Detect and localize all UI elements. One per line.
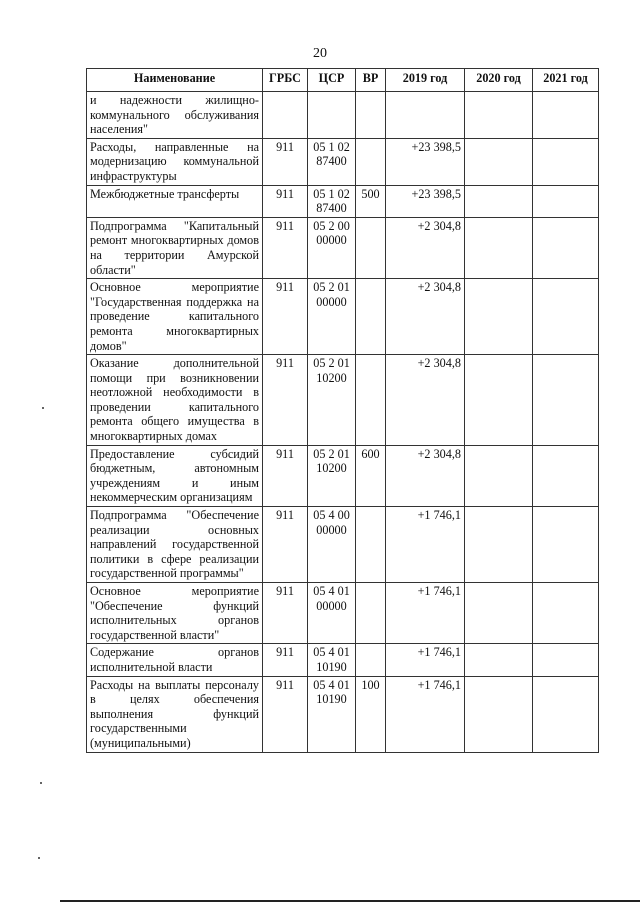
- row-csr-cell: 05 1 02 87400: [308, 138, 356, 185]
- header-name: Наименование: [87, 69, 263, 92]
- row-csr-cell: 05 4 01 00000: [308, 583, 356, 644]
- row-2021-cell: [533, 583, 599, 644]
- row-name-cell: Подпрограмма "Обеспечение реализации основных направлений государственной политики в сфере реализации государственной программы": [87, 507, 263, 583]
- budget-table: [86, 68, 599, 753]
- row-vr-cell: [356, 279, 386, 355]
- row-2019-cell: +1 746,1: [386, 507, 465, 583]
- row-2020-cell: [465, 507, 533, 583]
- row-grbs-cell: [263, 92, 308, 139]
- row-2019-cell: +2 304,8: [386, 355, 465, 446]
- row-2019-cell: +23 398,5: [386, 185, 465, 217]
- row-name-cell: и надежности жилищно-коммунального обслуживания населения": [87, 92, 263, 139]
- row-vr-cell: [356, 217, 386, 278]
- row-name-cell: Основное мероприятие "Государственная поддержка на проведение капитального ремонта многоквартирных домов": [87, 279, 263, 355]
- scan-speck: [38, 857, 40, 859]
- row-2020-cell: [465, 445, 533, 506]
- header-2021: 2021 год: [533, 69, 599, 92]
- row-grbs-cell: 911: [263, 355, 308, 446]
- row-2020-cell: [465, 644, 533, 676]
- row-grbs-cell: 911: [263, 217, 308, 278]
- row-name-cell: Содержание органов исполнительной власти: [87, 644, 263, 676]
- row-2021-cell: [533, 279, 599, 355]
- row-2019-cell: +2 304,8: [386, 279, 465, 355]
- row-name-cell: Основное мероприятие "Обеспечение функций исполнительных органов государственной власти": [87, 583, 263, 644]
- row-csr-cell: [308, 92, 356, 139]
- row-2019-cell: +1 746,1: [386, 676, 465, 752]
- row-2020-cell: [465, 92, 533, 139]
- row-vr-cell: [356, 92, 386, 139]
- row-grbs-cell: 911: [263, 676, 308, 752]
- row-2020-cell: [465, 676, 533, 752]
- row-2020-cell: [465, 138, 533, 185]
- row-vr-cell: 500: [356, 185, 386, 217]
- row-2020-cell: [465, 583, 533, 644]
- row-grbs-cell: 911: [263, 644, 308, 676]
- row-name-cell: Оказание дополнительной помощи при возникновении неотложной необходимости в проведении капитального ремонта общего имущества в многоквартирных домах: [87, 355, 263, 446]
- row-2021-cell: [533, 138, 599, 185]
- row-vr-cell: [356, 138, 386, 185]
- page-number: 20: [313, 46, 327, 61]
- table-row: [87, 583, 599, 644]
- scan-speck: [42, 407, 44, 409]
- row-2020-cell: [465, 217, 533, 278]
- table-row: [87, 185, 599, 217]
- table-row: [87, 445, 599, 506]
- row-grbs-cell: 911: [263, 138, 308, 185]
- row-grbs-cell: 911: [263, 185, 308, 217]
- scan-speck: [40, 782, 42, 784]
- row-csr-cell: 05 4 01 10190: [308, 644, 356, 676]
- row-grbs-cell: 911: [263, 507, 308, 583]
- row-grbs-cell: 911: [263, 445, 308, 506]
- row-csr-cell: 05 4 00 00000: [308, 507, 356, 583]
- table-row: [87, 676, 599, 752]
- row-vr-cell: 600: [356, 445, 386, 506]
- row-2019-cell: +1 746,1: [386, 583, 465, 644]
- row-2021-cell: [533, 185, 599, 217]
- header-2020: 2020 год: [465, 69, 533, 92]
- table-row: [87, 355, 599, 446]
- row-csr-cell: 05 1 02 87400: [308, 185, 356, 217]
- row-name-cell: Подпрограмма "Капитальный ремонт многоквартирных домов на территории Амурской области": [87, 217, 263, 278]
- row-2019-cell: +1 746,1: [386, 644, 465, 676]
- row-2019-cell: +2 304,8: [386, 217, 465, 278]
- row-2021-cell: [533, 217, 599, 278]
- row-grbs-cell: 911: [263, 279, 308, 355]
- table-row: [87, 138, 599, 185]
- row-vr-cell: [356, 644, 386, 676]
- row-2021-cell: [533, 676, 599, 752]
- row-grbs-cell: 911: [263, 583, 308, 644]
- row-csr-cell: 05 2 01 00000: [308, 279, 356, 355]
- row-2021-cell: [533, 644, 599, 676]
- row-vr-cell: [356, 583, 386, 644]
- table-row: [87, 92, 599, 139]
- table-row: [87, 279, 599, 355]
- row-vr-cell: 100: [356, 676, 386, 752]
- row-2020-cell: [465, 185, 533, 217]
- row-csr-cell: 05 2 01 10200: [308, 445, 356, 506]
- header-2019: 2019 год: [386, 69, 465, 92]
- table-row: [87, 644, 599, 676]
- row-name-cell: Расходы на выплаты персоналу в целях обеспечения выполнения функций государственными (муниципальными): [87, 676, 263, 752]
- row-2021-cell: [533, 445, 599, 506]
- row-name-cell: Межбюджетные трансферты: [87, 185, 263, 217]
- row-2021-cell: [533, 507, 599, 583]
- row-2019-cell: +23 398,5: [386, 138, 465, 185]
- row-name-cell: Расходы, направленные на модернизацию коммунальной инфраструктуры: [87, 138, 263, 185]
- header-csr: ЦСР: [308, 69, 356, 92]
- header-vr: ВР: [356, 69, 386, 92]
- row-name-cell: Предоставление субсидий бюджетным, автономным учреждениям и иным некоммерческим организациям: [87, 445, 263, 506]
- row-2020-cell: [465, 279, 533, 355]
- row-csr-cell: 05 2 01 10200: [308, 355, 356, 446]
- row-vr-cell: [356, 507, 386, 583]
- row-2021-cell: [533, 355, 599, 446]
- header-grbs: ГРБС: [263, 69, 308, 92]
- row-2021-cell: [533, 92, 599, 139]
- row-2019-cell: +2 304,8: [386, 445, 465, 506]
- row-vr-cell: [356, 355, 386, 446]
- row-2019-cell: [386, 92, 465, 139]
- table-row: [87, 507, 599, 583]
- row-2020-cell: [465, 355, 533, 446]
- row-csr-cell: 05 2 00 00000: [308, 217, 356, 278]
- scan-edge-line: [60, 900, 640, 902]
- table-row: [87, 217, 599, 278]
- row-csr-cell: 05 4 01 10190: [308, 676, 356, 752]
- table-header-row: [87, 69, 599, 92]
